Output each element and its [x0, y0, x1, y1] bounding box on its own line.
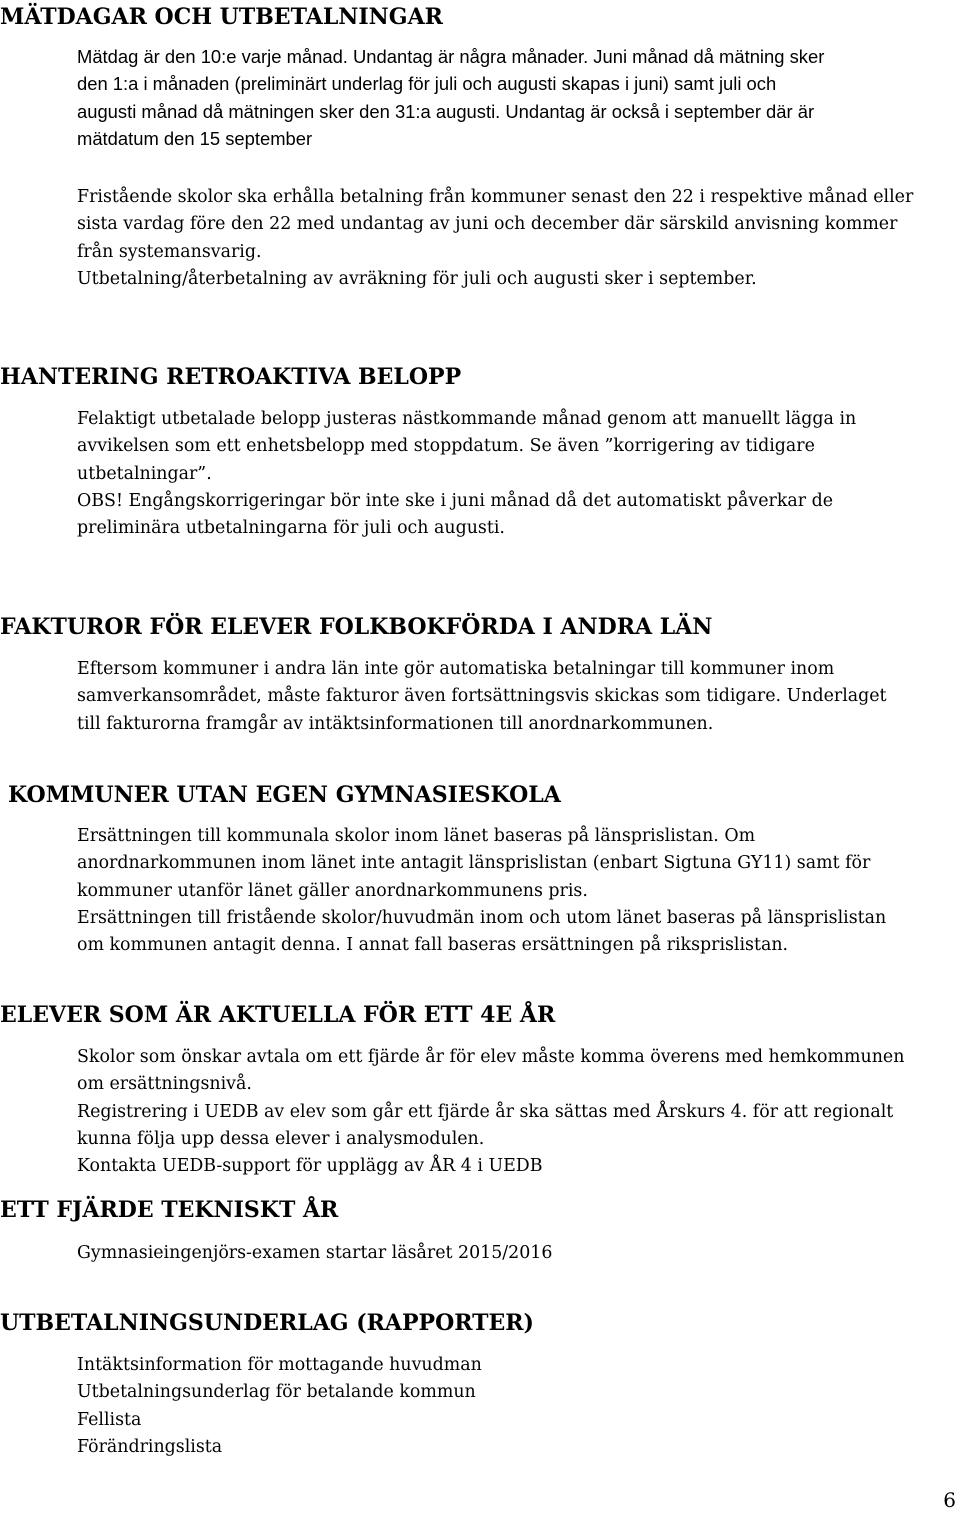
text-line: kunna följa upp dessa elever i analysmodulen.	[77, 1128, 485, 1149]
heading-kommuner: KOMMUNER UTAN EGEN GYMNASIESKOLA	[8, 782, 561, 808]
text-line: om ersättningsnivå.	[77, 1074, 252, 1095]
report-list	[77, 1352, 482, 1461]
text-line: Fellista	[77, 1409, 142, 1430]
heading-fjarde-ar: ELEVER SOM ÄR AKTUELLA FÖR ETT 4E ÅR	[0, 1002, 556, 1028]
text-line: Eftersom kommuner i andra län inte gör automatiska betalningar till kommuner inom	[77, 659, 835, 679]
text-line: till fakturorna framgår av intäktsinformationen till anordnarkommunen.	[77, 713, 714, 734]
text-line: Fristående skolor ska erhålla betalning från kommuner senast den 22 i respektive månad eller	[77, 187, 914, 207]
text-line: Kontakta UEDB-support för upplägg av ÅR 4 i UEDB	[77, 1156, 543, 1177]
text-line: Ersättningen till kommunala skolor inom länet baseras på länsprislistan. Om	[77, 826, 756, 846]
paragraph-kommuner	[77, 823, 886, 959]
text-line: Registrering i UEDB av elev som går ett fjärde år ska sättas med Årskurs 4. för att regionalt	[77, 1101, 894, 1122]
paragraph-fristaende-betalning	[77, 184, 913, 293]
text-line: Utbetalning/återbetalning av avräkning för juli och augusti sker i september.	[77, 268, 757, 289]
text-line: anordnarkommunen inom länet inte antagit länsprislistan (enbart Sigtuna GY11) samt för	[77, 853, 871, 874]
heading-tekniskt: ETT FJÄRDE TEKNISKT ÅR	[0, 1197, 339, 1223]
text-line: kommuner utanför länet gäller anordnarkommunens pris.	[77, 880, 588, 901]
text-line: Skolor som önskar avtala om ett fjärde år för elev måste komma överens med hemkommunen	[77, 1047, 905, 1067]
paragraph-fakturor	[77, 656, 887, 738]
text-line: OBS! Engångskorrigeringar bör inte ske i juni månad då det automatiskt påverkar de	[77, 490, 834, 511]
text-line: Utbetalningsunderlag för betalande kommun	[77, 1382, 476, 1403]
text-line: Intäktsinformation för mottagande huvudman	[77, 1355, 482, 1375]
paragraph-matdag	[77, 43, 824, 152]
text-line: om kommunen antagit denna. I annat fall baseras ersättningen på riksprislistan.	[77, 935, 789, 956]
text-line: preliminära utbetalningarna för juli och augusti.	[77, 518, 505, 539]
text-line: Felaktigt utbetalade belopp justeras nästkommande månad genom att manuellt lägga in	[77, 409, 857, 429]
paragraph-tekniskt	[77, 1240, 552, 1267]
page-number: 6	[943, 1488, 956, 1512]
text-line: utbetalningar”.	[77, 463, 212, 484]
text-line: den 1:a i månaden (preliminärt underlag för juli och augusti skapas i juni) samt juli och	[77, 73, 777, 95]
heading-matdagar: MÄTDAGAR OCH UTBETALNINGAR	[0, 4, 443, 30]
text-line: augusti månad då mätningen sker den 31:a augusti. Undantag är också i september där är	[77, 100, 815, 122]
text-line: Förändringslista	[77, 1436, 223, 1457]
text-line: Ersättningen till fristående skolor/huvudmän inom och utom länet baseras på länsprislistan	[77, 907, 887, 928]
heading-retroaktiva: HANTERING RETROAKTIVA BELOPP	[0, 364, 462, 390]
text-line: sista vardag före den 22 med undantag av juni och december där särskild anvisning kommer	[77, 214, 898, 235]
text-line: från systemansvarig.	[77, 241, 262, 262]
heading-rapporter: UTBETALNINGSUNDERLAG (RAPPORTER)	[0, 1310, 534, 1336]
text-line: samverkansområdet, måste fakturor även fortsättningsvis skickas som tidigare. Underlaget	[77, 686, 887, 707]
text-line: avvikelsen som ett enhetsbelopp med stoppdatum. Se även ”korrigering av tidigare	[77, 436, 815, 457]
heading-fakturor: FAKTUROR FÖR ELEVER FOLKBOKFÖRDA I ANDRA LÄN	[0, 614, 713, 640]
paragraph-fjarde-ar	[77, 1044, 904, 1180]
text-line: Mätdag är den 10:e varje månad. Undantag är några månader. Juni månad då mätning sker	[77, 46, 825, 67]
paragraph-retroaktiva	[77, 406, 856, 542]
text-line: mätdatum den 15 september	[77, 127, 313, 149]
text-line: Gymnasieingenjörs-examen startar läsåret 2015/2016	[77, 1243, 553, 1263]
